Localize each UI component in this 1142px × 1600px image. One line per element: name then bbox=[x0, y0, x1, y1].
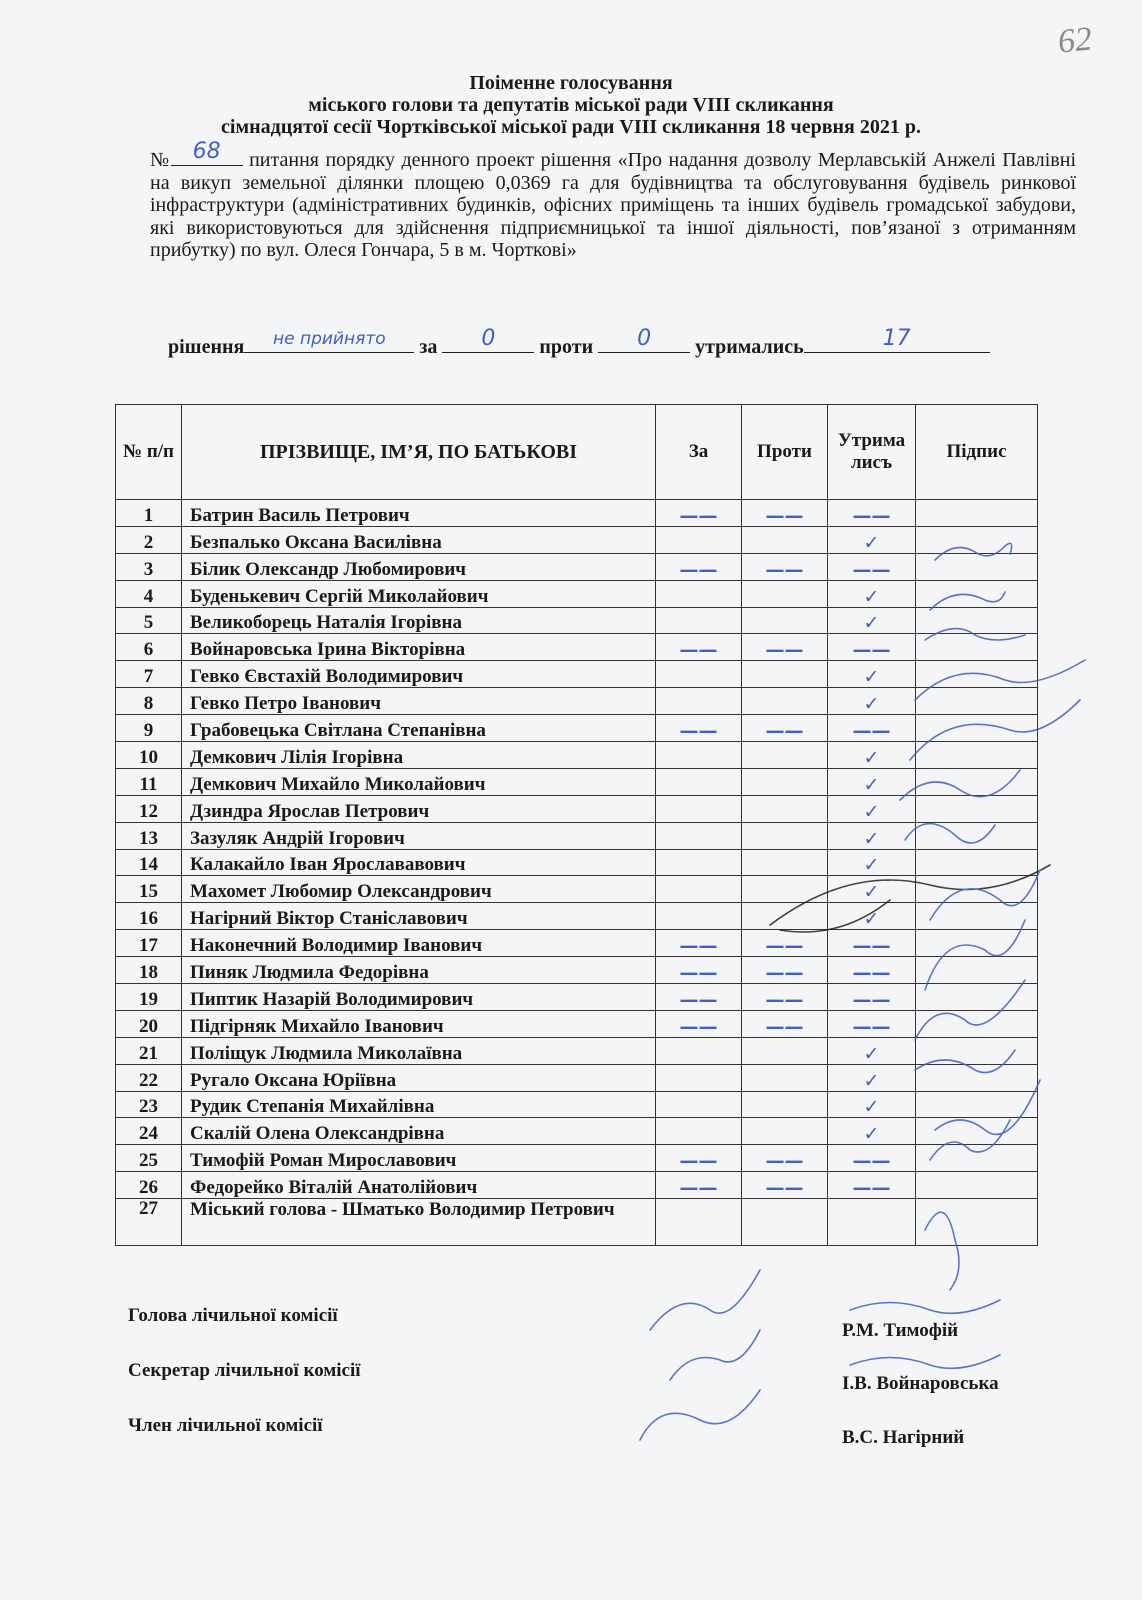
row-name: Тимофій Роман Мирославович bbox=[182, 1145, 656, 1172]
col-name-header: ПРІЗВИЩЕ, ІМ’Я, ПО БАТЬКОВІ bbox=[182, 405, 656, 500]
row-number: 1 bbox=[116, 500, 182, 527]
row-number: 25 bbox=[116, 1145, 182, 1172]
dash-mark-icon: —— bbox=[765, 639, 804, 662]
table-row bbox=[116, 553, 1038, 580]
row-number: 3 bbox=[116, 553, 182, 580]
row-name: Рудик Степанія Михайлівна bbox=[182, 1091, 656, 1118]
vote-against-cell bbox=[742, 1145, 828, 1172]
dash-mark-icon: —— bbox=[679, 1150, 718, 1173]
vote-for-cell bbox=[656, 742, 742, 769]
check-mark-icon: ✓ bbox=[863, 827, 880, 850]
check-mark-icon: ✓ bbox=[863, 773, 880, 796]
vote-for-cell bbox=[656, 526, 742, 553]
signature-cell bbox=[916, 957, 1038, 984]
commission-name-3: В.С. Нагірний bbox=[842, 1427, 965, 1448]
dash-mark-icon: —— bbox=[765, 1150, 804, 1173]
agenda-question bbox=[150, 139, 1077, 262]
abstain-label: утримались bbox=[695, 336, 804, 358]
signature-cell bbox=[916, 768, 1038, 795]
dash-mark-icon: —— bbox=[765, 988, 804, 1011]
signature-cell bbox=[916, 526, 1038, 553]
vote-abstain-cell bbox=[828, 849, 916, 876]
vote-abstain-cell bbox=[828, 984, 916, 1011]
row-number: 7 bbox=[116, 661, 182, 688]
check-mark-icon: ✓ bbox=[863, 693, 880, 716]
decision-label: рішення bbox=[168, 336, 245, 358]
decision-line bbox=[168, 326, 1068, 359]
vote-abstain-cell bbox=[828, 957, 916, 984]
dash-mark-icon: —— bbox=[765, 935, 804, 958]
vote-abstain-cell bbox=[828, 553, 916, 580]
row-number: 19 bbox=[116, 984, 182, 1011]
row-name: Федорейко Віталій Анатолійович bbox=[182, 1172, 656, 1199]
row-name: Батрин Василь Петрович bbox=[182, 500, 656, 527]
table-row bbox=[116, 1010, 1038, 1037]
table-row bbox=[116, 688, 1038, 715]
vote-abstain-cell bbox=[828, 822, 916, 849]
row-number: 24 bbox=[116, 1118, 182, 1145]
table-row bbox=[116, 607, 1038, 634]
vote-abstain-cell bbox=[828, 930, 916, 957]
row-number: 14 bbox=[116, 849, 182, 876]
vote-abstain-cell bbox=[828, 1091, 916, 1118]
dash-mark-icon: —— bbox=[852, 1015, 891, 1038]
table-row bbox=[116, 984, 1038, 1011]
vote-for-cell bbox=[656, 930, 742, 957]
row-number: 20 bbox=[116, 1010, 182, 1037]
row-name: Скалій Олена Олександрівна bbox=[182, 1118, 656, 1145]
commission-role-1: Голова лічильної комісії bbox=[128, 1305, 338, 1326]
row-name: Пиптик Назарій Володимирович bbox=[182, 984, 656, 1011]
vote-against-cell bbox=[742, 500, 828, 527]
vote-for-cell bbox=[656, 1064, 742, 1091]
check-mark-icon: ✓ bbox=[863, 908, 880, 931]
vote-abstain-cell bbox=[828, 661, 916, 688]
col-against-header: Проти bbox=[742, 405, 828, 500]
vote-abstain-cell bbox=[828, 742, 916, 769]
for-label: за bbox=[419, 336, 438, 358]
signature-cell bbox=[916, 1118, 1038, 1145]
signature-cell bbox=[916, 876, 1038, 903]
table-row bbox=[116, 661, 1038, 688]
signature-cell bbox=[916, 607, 1038, 634]
signature-cell bbox=[916, 1145, 1038, 1172]
col-signature-header: Підпис bbox=[916, 405, 1038, 500]
row-name: Буденькевич Сергій Миколайович bbox=[182, 580, 656, 607]
vote-abstain-cell bbox=[828, 1064, 916, 1091]
signature-cell bbox=[916, 1199, 1038, 1246]
check-mark-icon: ✓ bbox=[863, 1096, 880, 1119]
question-number: 68 bbox=[192, 139, 221, 164]
signature-cell bbox=[916, 984, 1038, 1011]
vote-for-cell bbox=[656, 607, 742, 634]
check-mark-icon: ✓ bbox=[863, 800, 880, 823]
table-row bbox=[116, 930, 1038, 957]
table-row bbox=[116, 526, 1038, 553]
commission-role-2: Секретар лічильної комісії bbox=[128, 1360, 361, 1381]
row-name: Гевко Петро Іванович bbox=[182, 688, 656, 715]
signature-cell bbox=[916, 715, 1038, 742]
vote-abstain-cell bbox=[828, 876, 916, 903]
vote-for-cell bbox=[656, 1037, 742, 1064]
decision-field bbox=[244, 329, 414, 353]
question-number-field bbox=[171, 139, 243, 166]
vote-abstain-cell bbox=[828, 500, 916, 527]
abstain-value: 17 bbox=[882, 326, 911, 351]
table-row bbox=[116, 849, 1038, 876]
vote-abstain-cell bbox=[828, 795, 916, 822]
row-number: 18 bbox=[116, 957, 182, 984]
row-number: 2 bbox=[116, 526, 182, 553]
vote-abstain-cell bbox=[828, 768, 916, 795]
check-mark-icon: ✓ bbox=[863, 1069, 880, 1092]
dash-mark-icon: —— bbox=[679, 962, 718, 985]
row-number: 16 bbox=[116, 903, 182, 930]
row-name: Дзиндра Ярослав Петрович bbox=[182, 795, 656, 822]
vote-for-cell bbox=[656, 768, 742, 795]
row-name: Зазуляк Андрій Ігорович bbox=[182, 822, 656, 849]
vote-abstain-cell bbox=[828, 526, 916, 553]
row-name: Нагірний Віктор Станіславович bbox=[182, 903, 656, 930]
dash-mark-icon: —— bbox=[765, 1177, 804, 1200]
document-header bbox=[0, 72, 1142, 138]
dash-mark-icon: —— bbox=[852, 988, 891, 1011]
vote-abstain-cell bbox=[828, 1172, 916, 1199]
vote-against-cell bbox=[742, 795, 828, 822]
vote-against-cell bbox=[742, 1037, 828, 1064]
vote-for-cell bbox=[656, 849, 742, 876]
header-subtitle: міського голови та депутатів міської ради VIII скликання bbox=[308, 94, 834, 116]
vote-abstain-cell bbox=[828, 903, 916, 930]
table-row bbox=[116, 1091, 1038, 1118]
table-row bbox=[116, 715, 1038, 742]
check-mark-icon: ✓ bbox=[863, 746, 880, 769]
vote-for-cell bbox=[656, 1010, 742, 1037]
signature-cell bbox=[916, 795, 1038, 822]
dash-mark-icon: —— bbox=[679, 988, 718, 1011]
decision-value: не прийнято bbox=[273, 329, 386, 349]
row-number: 9 bbox=[116, 715, 182, 742]
table-row bbox=[116, 957, 1038, 984]
vote-for-cell bbox=[656, 688, 742, 715]
signature-cell bbox=[916, 1064, 1038, 1091]
dash-mark-icon: —— bbox=[679, 639, 718, 662]
row-name: Наконечний Володимир Іванович bbox=[182, 930, 656, 957]
table-row bbox=[116, 795, 1038, 822]
check-mark-icon: ✓ bbox=[863, 666, 880, 689]
vote-against-cell bbox=[742, 903, 828, 930]
dash-mark-icon: —— bbox=[852, 639, 891, 662]
vote-abstain-cell bbox=[828, 1118, 916, 1145]
vote-for-cell bbox=[656, 795, 742, 822]
dash-mark-icon: —— bbox=[679, 935, 718, 958]
table-row bbox=[116, 768, 1038, 795]
dash-mark-icon: —— bbox=[679, 504, 718, 527]
table-row bbox=[116, 580, 1038, 607]
vote-against-cell bbox=[742, 634, 828, 661]
table-row bbox=[116, 1064, 1038, 1091]
commission-name-1: Р.М. Тимофій bbox=[842, 1320, 959, 1341]
vote-against-cell bbox=[742, 688, 828, 715]
row-name: Калакайло Іван Ярослававович bbox=[182, 849, 656, 876]
signature-cell bbox=[916, 930, 1038, 957]
table-row bbox=[116, 742, 1038, 769]
col-abstain-header: Утрималисъ bbox=[828, 405, 916, 500]
vote-for-cell bbox=[656, 1091, 742, 1118]
table-row bbox=[116, 500, 1038, 527]
table-row bbox=[116, 876, 1038, 903]
dash-mark-icon: —— bbox=[765, 1015, 804, 1038]
vote-for-cell bbox=[656, 1145, 742, 1172]
signature-cell bbox=[916, 634, 1038, 661]
row-name: Пиняк Людмила Федорівна bbox=[182, 957, 656, 984]
row-name: Махомет Любомир Олександрович bbox=[182, 876, 656, 903]
check-mark-icon: ✓ bbox=[863, 531, 880, 554]
row-number: 12 bbox=[116, 795, 182, 822]
row-name: Демкович Михайло Миколайович bbox=[182, 768, 656, 795]
vote-against-cell bbox=[742, 715, 828, 742]
signature-cell bbox=[916, 903, 1038, 930]
signature-cell bbox=[916, 553, 1038, 580]
row-number: 5 bbox=[116, 607, 182, 634]
row-number: 15 bbox=[116, 876, 182, 903]
vote-for-cell bbox=[656, 661, 742, 688]
vote-for-cell bbox=[656, 580, 742, 607]
row-number: 26 bbox=[116, 1172, 182, 1199]
question-text: питання порядку денного проект рішення «Про надання дозволу Мерлавській Анжелі Павлівні на викуп земельної ділянки площею 0,0369 га для будівництва та обслуговування будівель ринкової інфраструктури (адміністративних будинків, офісних приміщень та інших будівель громадської забудови, які використовуються для здійснення підприємницької та іншої діяльності, пов’язаної з отриманням прибутку) по вул. Олеся Гончара, 5 в м. Чорткові» bbox=[150, 149, 1077, 261]
vote-against-cell bbox=[742, 957, 828, 984]
dash-mark-icon: —— bbox=[852, 504, 891, 527]
check-mark-icon: ✓ bbox=[863, 881, 880, 904]
table-row bbox=[116, 822, 1038, 849]
check-mark-icon: ✓ bbox=[863, 854, 880, 877]
commission-role-3: Член лічильної комісії bbox=[128, 1415, 323, 1436]
row-number: 27 bbox=[116, 1199, 182, 1246]
vote-against-cell bbox=[742, 1091, 828, 1118]
vote-against-cell bbox=[742, 742, 828, 769]
dash-mark-icon: —— bbox=[852, 720, 891, 743]
signature-cell bbox=[916, 849, 1038, 876]
col-num-header: № п/п bbox=[116, 405, 182, 500]
against-value: 0 bbox=[637, 326, 652, 351]
vote-for-cell bbox=[656, 553, 742, 580]
vote-abstain-cell bbox=[828, 1010, 916, 1037]
row-name: Білик Олександр Любомирович bbox=[182, 553, 656, 580]
check-mark-icon: ✓ bbox=[863, 612, 880, 635]
dash-mark-icon: —— bbox=[765, 720, 804, 743]
vote-for-cell bbox=[656, 957, 742, 984]
dash-mark-icon: —— bbox=[765, 504, 804, 527]
vote-abstain-cell bbox=[828, 634, 916, 661]
signature-cell bbox=[916, 822, 1038, 849]
header-title: Поіменне голосування bbox=[469, 72, 673, 94]
signature-cell bbox=[916, 1172, 1038, 1199]
vote-for-cell bbox=[656, 715, 742, 742]
row-number: 22 bbox=[116, 1064, 182, 1091]
check-mark-icon: ✓ bbox=[863, 1042, 880, 1065]
row-number: 11 bbox=[116, 768, 182, 795]
dash-mark-icon: —— bbox=[852, 558, 891, 581]
vote-for-cell bbox=[656, 1172, 742, 1199]
vote-abstain-cell bbox=[828, 580, 916, 607]
vote-for-cell bbox=[656, 822, 742, 849]
vote-against-cell bbox=[742, 1172, 828, 1199]
dash-mark-icon: —— bbox=[765, 962, 804, 985]
vote-abstain-cell bbox=[828, 1037, 916, 1064]
table-header-row bbox=[116, 405, 1038, 500]
question-prefix: № bbox=[150, 149, 171, 171]
row-number: 13 bbox=[116, 822, 182, 849]
table-row bbox=[116, 903, 1038, 930]
commission-name-2: І.В. Войнаровська bbox=[842, 1373, 999, 1394]
vote-against-cell bbox=[742, 1199, 828, 1246]
abstain-field bbox=[804, 326, 990, 353]
dash-mark-icon: —— bbox=[679, 558, 718, 581]
check-mark-icon: ✓ bbox=[863, 1123, 880, 1146]
against-field bbox=[598, 326, 690, 353]
vote-abstain-cell bbox=[828, 715, 916, 742]
dash-mark-icon: —— bbox=[852, 962, 891, 985]
table-row bbox=[116, 1145, 1038, 1172]
vote-against-cell bbox=[742, 1010, 828, 1037]
table-row bbox=[116, 1118, 1038, 1145]
vote-against-cell bbox=[742, 661, 828, 688]
signature-cell bbox=[916, 580, 1038, 607]
vote-for-cell bbox=[656, 500, 742, 527]
page-number: 62 bbox=[1056, 20, 1094, 61]
vote-for-cell bbox=[656, 984, 742, 1011]
for-field bbox=[442, 326, 534, 353]
col-for-header: За bbox=[656, 405, 742, 500]
row-name: Великоборець Наталія Ігорівна bbox=[182, 607, 656, 634]
row-name: Демкович Лілія Ігорівна bbox=[182, 742, 656, 769]
vote-abstain-cell bbox=[828, 1145, 916, 1172]
row-name: Міський голова - Шматько Володимир Петрович bbox=[182, 1199, 656, 1246]
row-name: Гевко Євстахій Володимирович bbox=[182, 661, 656, 688]
vote-against-cell bbox=[742, 768, 828, 795]
row-name: Ругало Оксана Юріївна bbox=[182, 1064, 656, 1091]
dash-mark-icon: —— bbox=[679, 1015, 718, 1038]
signature-cell bbox=[916, 1010, 1038, 1037]
row-name: Безпалько Оксана Василівна bbox=[182, 526, 656, 553]
vote-for-cell bbox=[656, 1118, 742, 1145]
dash-mark-icon: —— bbox=[852, 1177, 891, 1200]
check-mark-icon: ✓ bbox=[863, 585, 880, 608]
table-row bbox=[116, 634, 1038, 661]
row-name: Войнаровська Ірина Вікторівна bbox=[182, 634, 656, 661]
row-number: 10 bbox=[116, 742, 182, 769]
vote-against-cell bbox=[742, 1118, 828, 1145]
row-number: 4 bbox=[116, 580, 182, 607]
vote-abstain-cell bbox=[828, 1199, 916, 1246]
vote-for-cell bbox=[656, 876, 742, 903]
table-row bbox=[116, 1199, 1038, 1246]
row-name: Поліщук Людмила Миколаївна bbox=[182, 1037, 656, 1064]
signature-cell bbox=[916, 500, 1038, 527]
dash-mark-icon: —— bbox=[852, 1150, 891, 1173]
vote-against-cell bbox=[742, 822, 828, 849]
vote-for-cell bbox=[656, 1199, 742, 1246]
vote-abstain-cell bbox=[828, 688, 916, 715]
vote-against-cell bbox=[742, 1064, 828, 1091]
vote-against-cell bbox=[742, 526, 828, 553]
vote-abstain-cell bbox=[828, 607, 916, 634]
table-row bbox=[116, 1037, 1038, 1064]
dash-mark-icon: —— bbox=[679, 720, 718, 743]
vote-against-cell bbox=[742, 849, 828, 876]
signature-cell bbox=[916, 661, 1038, 688]
row-number: 8 bbox=[116, 688, 182, 715]
signature-cell bbox=[916, 742, 1038, 769]
row-number: 6 bbox=[116, 634, 182, 661]
dash-mark-icon: —— bbox=[679, 1177, 718, 1200]
vote-against-cell bbox=[742, 876, 828, 903]
vote-against-cell bbox=[742, 930, 828, 957]
header-session: сімнадцятої сесії Чортківської міської ради VIII скликання 18 червня 2021 р. bbox=[221, 116, 921, 138]
row-number: 17 bbox=[116, 930, 182, 957]
signature-cell bbox=[916, 1091, 1038, 1118]
for-value: 0 bbox=[481, 326, 496, 351]
against-label: проти bbox=[539, 336, 594, 358]
signature-cell bbox=[916, 688, 1038, 715]
votes-table bbox=[115, 404, 1038, 1246]
vote-against-cell bbox=[742, 984, 828, 1011]
dash-mark-icon: —— bbox=[852, 935, 891, 958]
row-name: Грабовецька Світлана Степанівна bbox=[182, 715, 656, 742]
vote-against-cell bbox=[742, 580, 828, 607]
vote-for-cell bbox=[656, 903, 742, 930]
dash-mark-icon: —— bbox=[765, 558, 804, 581]
vote-against-cell bbox=[742, 607, 828, 634]
row-number: 23 bbox=[116, 1091, 182, 1118]
vote-against-cell bbox=[742, 553, 828, 580]
row-number: 21 bbox=[116, 1037, 182, 1064]
row-name: Підгірняк Михайло Іванович bbox=[182, 1010, 656, 1037]
signature-cell bbox=[916, 1037, 1038, 1064]
vote-for-cell bbox=[656, 634, 742, 661]
table-row bbox=[116, 1172, 1038, 1199]
